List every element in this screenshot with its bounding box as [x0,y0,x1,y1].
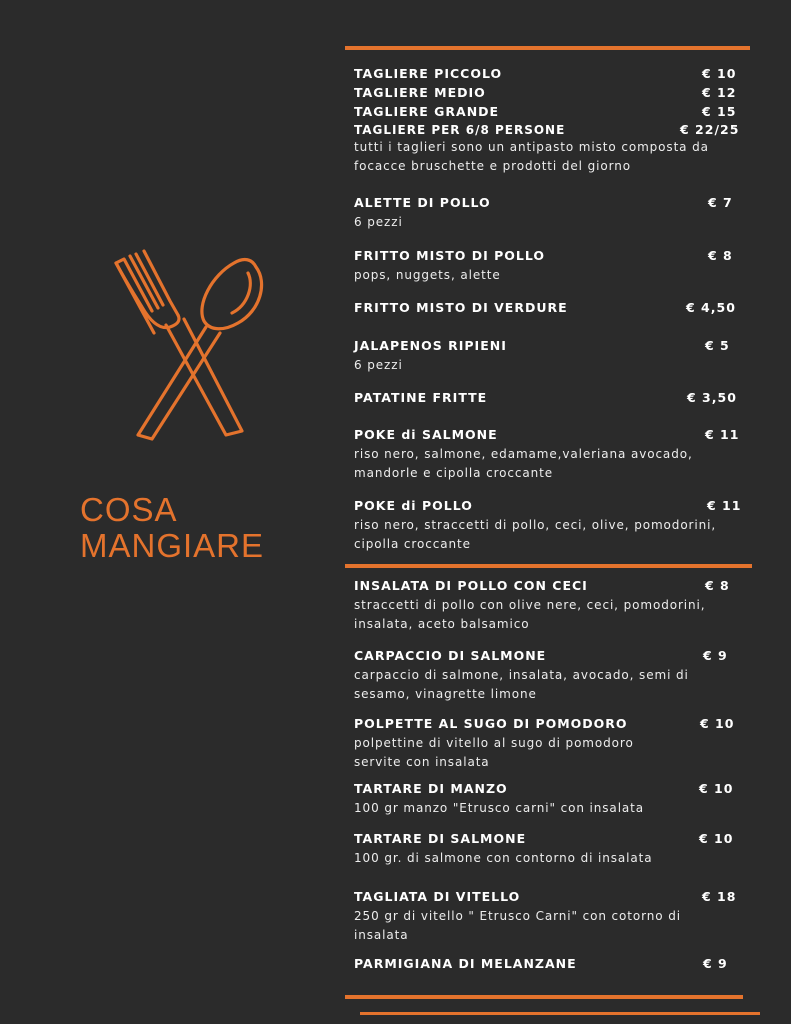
item-price: € 15 [702,104,737,119]
item-price: € 12 [702,85,737,100]
taglieri-note [354,119,744,179]
item-price: € 9 [703,956,728,971]
item-price: € 18 [702,889,737,904]
item-description: tutti i taglieri sono un antipasto misto composta da focacce bruschette e prodotti del giorno [354,140,709,173]
item-price: € 3,50 [687,390,737,405]
item-name: INSALATA DI POLLO CON CECI [354,578,588,593]
fork-and-spoon-icon [108,245,273,445]
item-name: TARTARE DI SALMONE [354,831,527,846]
item-description: 6 pezzi [354,215,403,229]
menu-item-carpaccio [354,647,744,705]
section-title-line1: COSA [80,491,178,528]
menu-item-tagliere-piccolo [354,65,744,84]
item-name: TAGLIERE GRANDE [354,104,500,119]
item-description: polpettine di vitello al sugo di pomodoro servite con insalata [354,736,634,769]
item-name: TAGLIERE PER 6/8 PERSONE [354,123,566,137]
menu-item-poke-salmone [354,426,744,484]
item-price: € 5 [705,338,730,353]
item-price: € 8 [708,248,733,263]
item-price: € 10 [699,831,734,846]
item-name: ALETTE DI POLLO [354,195,491,210]
item-name: FRITTO MISTO DI VERDURE [354,300,568,315]
menu-item-patatine [354,389,744,409]
item-name: CARPACCIO DI SALMONE [354,648,547,663]
item-description: pops, nuggets, alette [354,268,501,282]
menu-item-alette [354,194,744,234]
item-name: JALAPENOS RIPIENI [354,338,507,353]
menu-item-tagliata [354,888,744,946]
item-price: € 10 [700,716,735,731]
menu-item-poke-pollo [354,497,744,555]
menu-item-tartare-salmone [354,830,744,870]
item-price: € 4,50 [686,300,736,315]
item-price: € 10 [699,781,734,796]
section-title [80,492,264,564]
menu-item-tartare-manzo [354,780,744,820]
section-title-line2: MANGIARE [80,527,265,564]
top-divider [345,46,750,50]
item-description: straccetti di pollo con olive nere, ceci, pomodorini, insalata, aceto balsamico [354,598,706,631]
item-name: TAGLIATA DI VITELLO [354,889,521,904]
item-price: € 10 [702,66,737,81]
item-description: riso nero, salmone, edamame,valeriana avocado, mandorle e cipolla croccante [354,447,693,480]
menu-item-tagliere-medio [354,84,744,103]
item-description: 250 gr di vitello " Etrusco Carni" con cotorno di insalata [354,909,681,942]
item-price: € 7 [708,195,733,210]
item-price: € 8 [705,578,730,593]
bottom-divider-2 [360,1012,760,1015]
menu-item-fritto-verdure [354,299,744,319]
item-price: € 11 [705,427,740,442]
bottom-divider [345,995,743,999]
item-description: 6 pezzi [354,358,403,372]
item-name: TARTARE DI MANZO [354,781,508,796]
item-price: € 22/25 [680,122,740,137]
item-name: TAGLIERE MEDIO [354,85,486,100]
item-name: POKE di POLLO [354,498,473,513]
menu-item-jalapenos [354,337,744,377]
item-description: riso nero, straccetti di pollo, ceci, olive, pomodorini, cipolla croccante [354,518,717,551]
item-price: € 9 [703,648,728,663]
item-price: € 11 [707,498,742,513]
item-name: POKE di SALMONE [354,427,498,442]
item-description: carpaccio di salmone, insalata, avocado, semi di sesamo, vinagrette limone [354,668,689,701]
item-name: FRITTO MISTO DI POLLO [354,248,546,263]
item-name: POLPETTE AL SUGO DI POMODORO [354,716,628,731]
menu-item-polpette [354,715,744,773]
item-description: 100 gr. di salmone con contorno di insalata [354,851,653,865]
menu-item-parmigiana [354,955,744,975]
item-description: 100 gr manzo "Etrusco carni" con insalata [354,801,645,815]
middle-divider [345,564,752,568]
menu-item-insalata-pollo [354,577,744,635]
item-name: PARMIGIANA DI MELANZANE [354,956,577,971]
item-name: TAGLIERE PICCOLO [354,66,503,81]
item-name: PATATINE FRITTE [354,390,488,405]
menu-item-fritto-pollo [354,247,744,287]
